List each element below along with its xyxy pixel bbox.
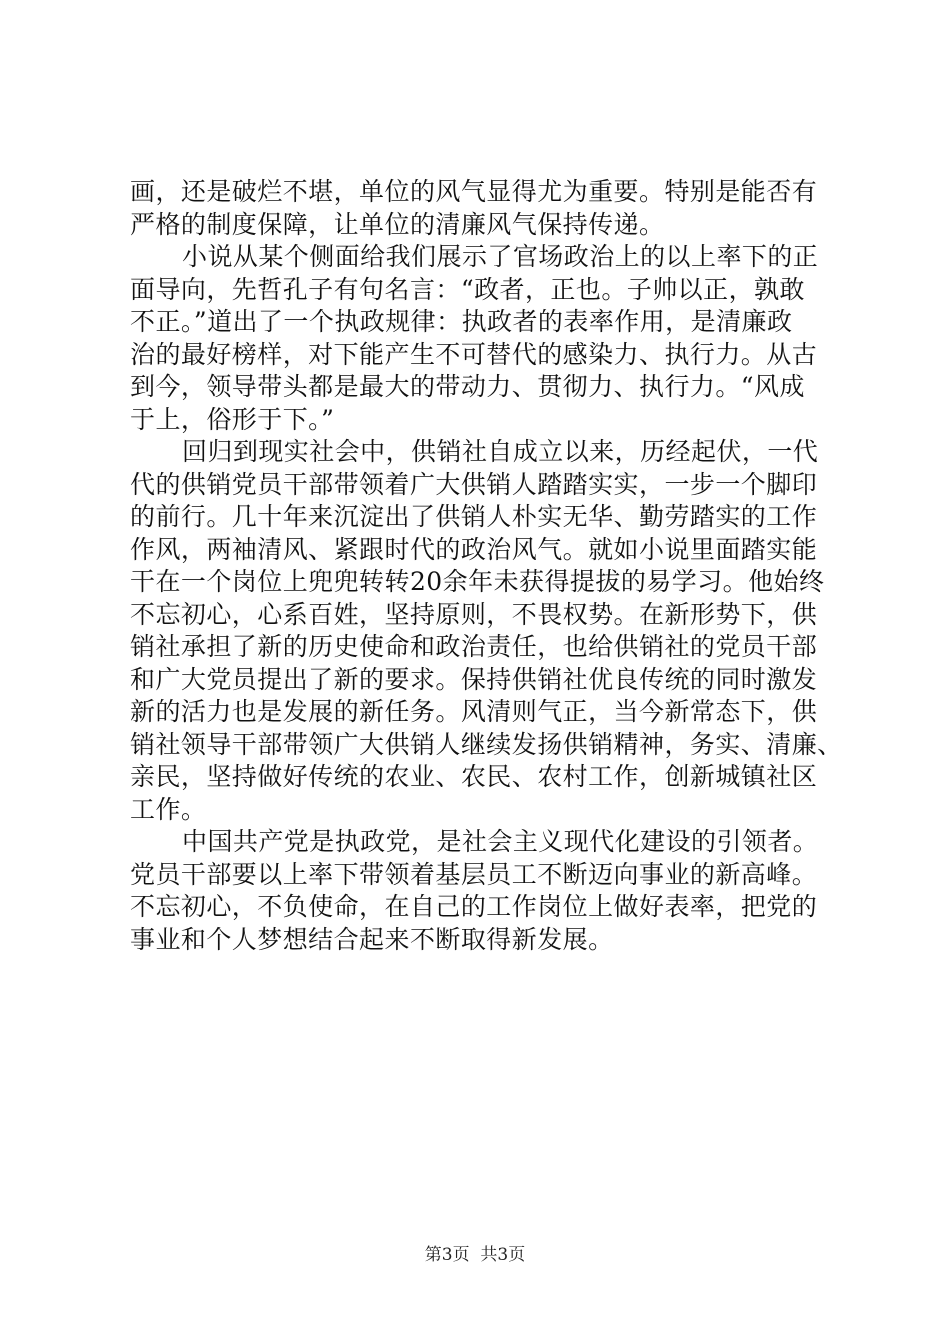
paragraph-4 [130,826,830,956]
text-line: 治的最好榜样，对下能产生不可替代的感染力、执行力。从古 [130,339,818,369]
text-line: 代的供销党员干部带领着广大供销人踏踏实实，一步一个脚印 [130,469,818,499]
text-line: 的前行。几十年来沉淀出了供销人朴实无华、勤劳踏实的工作 [130,502,818,531]
text-line: 作风，两袖清风、紧跟时代的政治风气。就如小说里面踏实能 [130,534,818,564]
paragraph-2 [130,241,830,436]
paragraph-3 [130,436,843,826]
text-line: 不忘初心，不负使命，在自己的工作岗位上做好表率，把党的 [130,892,818,921]
text-line: 不正。”道出了一个执政规律：执政者的表率作用，是清廉政 [130,307,793,336]
page-number-label: 第3页 共3页 [424,1245,526,1265]
text-line: 亲民，坚持做好传统的农业、农民、农村工作，创新城镇社区 [130,762,818,791]
document-body [130,176,843,956]
text-line: 严格的制度保障，让单位的清廉风气保持传递。 [130,209,665,239]
text-line: 工作。 [130,794,207,824]
text-line: 中国共产党是执政党，是社会主义现代化建设的引领者。 [182,827,819,856]
text-line: 于上，俗形于下。” [130,404,335,434]
text-line: 销社领导干部带领广大供销人继续发扬供销精神，务实、清廉、 [130,729,843,759]
text-line: 小说从某个侧面给我们展示了官场政治上的以上率下的正 [182,242,819,271]
text-line: 面导向，先哲孔子有句名言：“政者，正也。子帅以正，孰敢 [130,274,805,304]
text-line: 画，还是破烂不堪，单位的风气显得尤为重要。特别是能否有 [130,177,818,206]
text-line: 不忘初心，心系百姓，坚持原则，不畏权势。在新形势下，供 [130,599,818,629]
text-line: 新的活力也是发展的新任务。风清则气正，当今新常态下，供 [130,697,818,726]
text-line: 和广大党员提出了新的要求。保持供销社优良传统的同时激发 [130,664,818,694]
text-line: 事业和个人梦想结合起来不断取得新发展。 [130,924,614,954]
text-line: 干在一个岗位上兜兜转转20余年未获得提拔的易学习。他始终 [130,567,825,596]
text-line: 党员干部要以上率下带领着基层员工不断迈向事业的新高峰。 [130,859,818,889]
text-line: 回归到现实社会中，供销社自成立以来，历经起伏，一代 [182,437,819,466]
page-footer [0,1244,950,1266]
paragraph-1 [130,176,830,241]
text-line: 销社承担了新的历史使命和政治责任，也给供销社的党员干部 [130,632,818,661]
text-line: 到今，领导带头都是最大的带动力、贯彻力、执行力。“风成 [130,372,805,401]
